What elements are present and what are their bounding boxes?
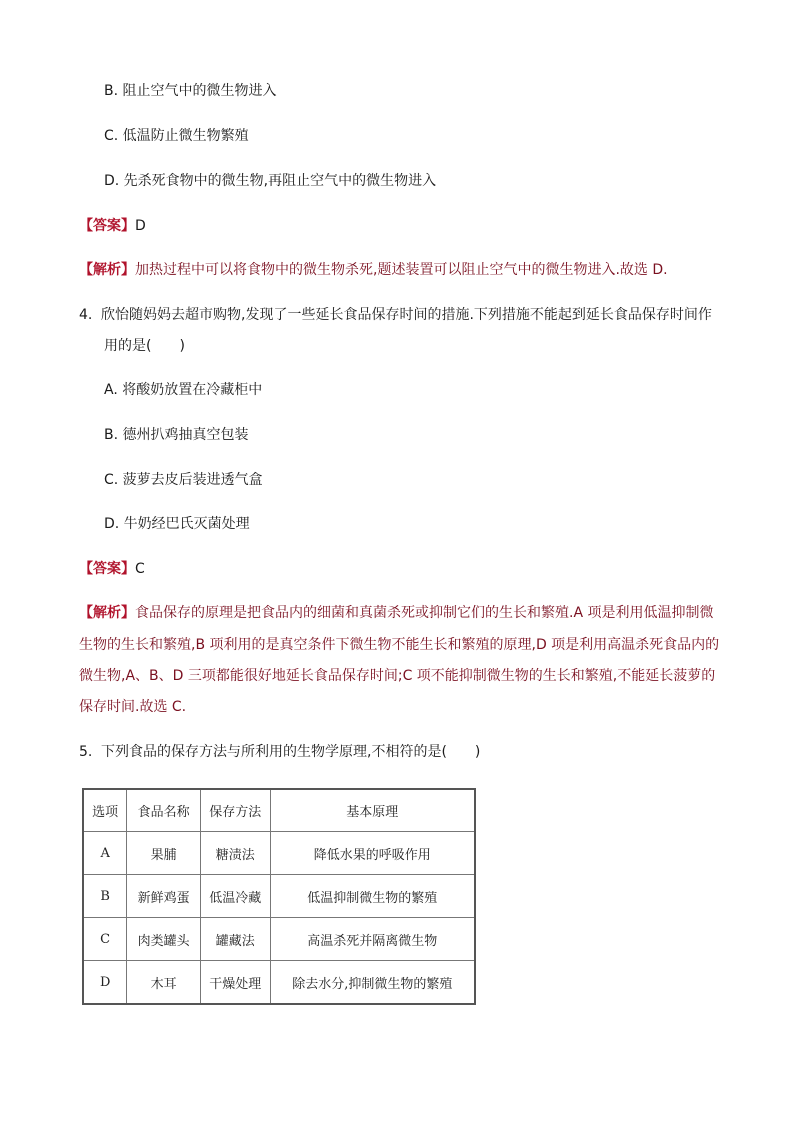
table-cell: 降低水果的呼吸作用 <box>270 832 475 875</box>
table-header-cell: 基本原理 <box>270 789 475 832</box>
table-cell: 除去水分,抑制微生物的繁殖 <box>270 961 475 1005</box>
table-cell: 新鲜鸡蛋 <box>127 875 201 918</box>
table-cell: 果脯 <box>127 832 201 875</box>
table-cell: 木耳 <box>127 961 201 1005</box>
option-c: C. 菠萝去皮后装进透气盒 <box>104 472 263 488</box>
option-b: B. 德州扒鸡抽真空包装 <box>104 427 249 443</box>
table-header-row <box>83 789 475 832</box>
answer-line <box>79 559 145 579</box>
option-b: B. 阻止空气中的微生物进入 <box>104 83 277 99</box>
option-d: D. 牛奶经巴氏灭菌处理 <box>104 516 250 532</box>
analysis-text: 微生物,A、B、D 三项都能很好地延长食品保存时间;C 项不能抑制微生物的生长和繁殖,不能延长菠萝的 <box>79 668 716 684</box>
analysis-tag: 【解析】 <box>79 605 135 621</box>
table-cell: C <box>83 918 127 961</box>
table-cell: 干燥处理 <box>200 961 270 1005</box>
answer-value: C <box>135 561 145 577</box>
question-number: 5. <box>79 744 93 760</box>
table-cell: D <box>83 961 127 1005</box>
table-cell: 肉类罐头 <box>127 918 201 961</box>
option-c: C. 低温防止微生物繁殖 <box>104 128 249 144</box>
table-header-cell: 保存方法 <box>200 789 270 832</box>
table-header-cell: 选项 <box>83 789 127 832</box>
table-row <box>83 832 475 875</box>
table-cell: 糖渍法 <box>200 832 270 875</box>
table-cell: 低温抑制微生物的繁殖 <box>270 875 475 918</box>
analysis-line <box>79 260 668 280</box>
table-row <box>83 961 475 1005</box>
table-row <box>83 875 475 918</box>
option-a: A. 将酸奶放置在冷藏柜中 <box>104 382 263 398</box>
table-header-cell: 食品名称 <box>127 789 201 832</box>
analysis-text: 食品保存的原理是把食品内的细菌和真菌杀死或抑制它们的生长和繁殖.A 项是利用低温抑制微 <box>135 605 714 621</box>
analysis-text: 保存时间.故选 C. <box>79 699 187 715</box>
answer-value: D <box>135 218 146 234</box>
question-stem: 下列食品的保存方法与所利用的生物学原理,不相符的是( ) <box>101 744 481 760</box>
answer-tag: 【答案】 <box>79 218 135 234</box>
analysis-line <box>79 603 713 623</box>
table-cell: 高温杀死并隔离微生物 <box>270 918 475 961</box>
analysis-text: 生物的生长和繁殖,B 项利用的是真空条件下微生物不能生长和繁殖的原理,D 项是利用高温杀死食品内的 <box>79 637 720 653</box>
table-cell: A <box>83 832 127 875</box>
table-cell: 罐藏法 <box>200 918 270 961</box>
table-cell: B <box>83 875 127 918</box>
answer-line <box>79 216 146 236</box>
table-row <box>83 918 475 961</box>
option-d: D. 先杀死食物中的微生物,再阻止空气中的微生物进入 <box>104 173 437 189</box>
table-cell: 低温冷藏 <box>200 875 270 918</box>
question-stem-cont: 用的是( ) <box>104 338 185 354</box>
question-number: 4. <box>79 307 93 323</box>
analysis-text: 加热过程中可以将食物中的微生物杀死,题述装置可以阻止空气中的微生物进入.故选 D. <box>135 262 668 278</box>
preservation-table <box>82 788 476 1005</box>
analysis-tag: 【解析】 <box>79 262 135 278</box>
question-stem: 欣怡随妈妈去超市购物,发现了一些延长食品保存时间的措施.下列措施不能起到延长食品保存时间作 <box>101 307 712 323</box>
answer-tag: 【答案】 <box>79 561 135 577</box>
